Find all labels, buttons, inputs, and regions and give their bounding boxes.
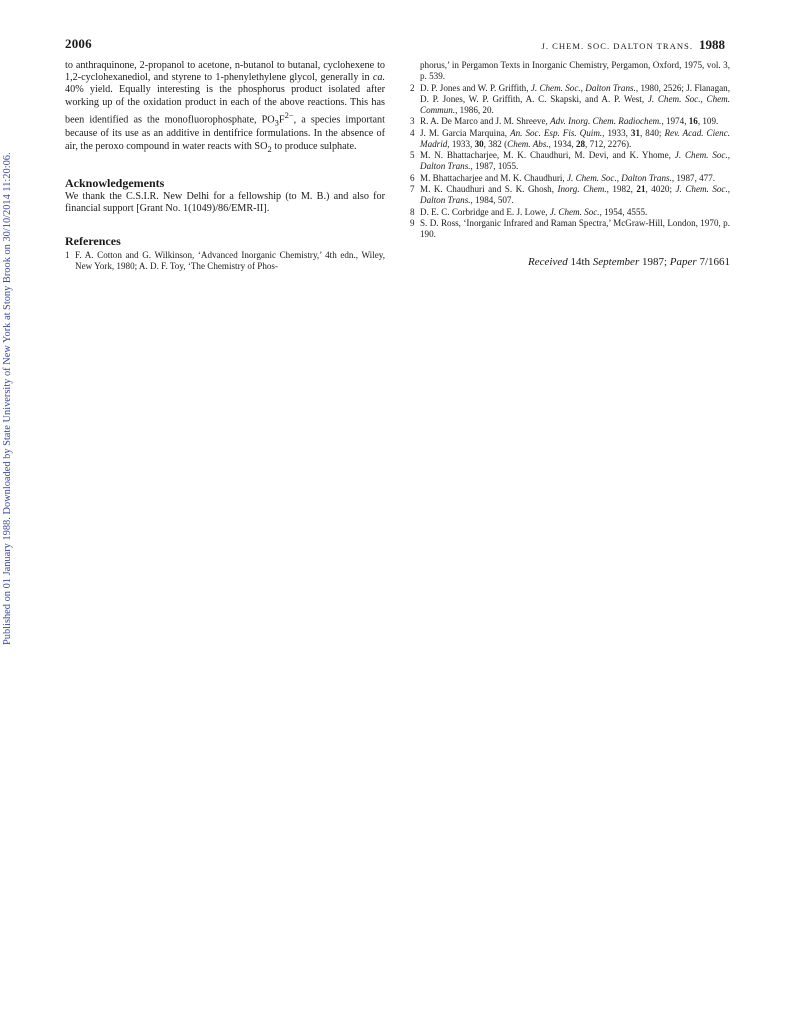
- reference-7: 7 M. K. Chaudhuri and S. K. Ghosh, Inorg. Chem., 1982, 21, 4020; J. Chem. Soc., Dalton Trans., 1984, 507.: [410, 184, 731, 205]
- reference-3: 3 R. A. De Marco and J. M. Shreeve, Adv. Inorg. Chem. Radiochem., 1974, 16, 109.: [410, 116, 719, 126]
- reference-1-continued: phorus,’ in Pergamon Texts in Inorganic Chemistry, Pergamon, Oxford, 1975, vol. 3, p. 539.: [420, 60, 730, 81]
- reference-2: 2 D. P. Jones and W. P. Griffith, J. Chem. Soc., Dalton Trans., 1980, 2526; J. Flanagan, D. P. Jones, W. P. Griffith, A. C. Skapski, and A. P. West, J. Chem. Soc., Chem. Commun., 1986, 20.: [410, 82, 730, 115]
- references-heading: References: [65, 234, 121, 249]
- reference-4: 4 J. M. Garcia Marquina, An. Soc. Esp. Fis. Quim., 1933, 31, 840; Rev. Acad. Cienc. Madrid, 1933, 30, 382 (Chem. Abs., 1934, 28, 712, 2276).: [410, 127, 731, 149]
- journal-year: 1988: [699, 37, 725, 52]
- running-head: [542, 37, 725, 53]
- right-column: [410, 60, 730, 268]
- body-paragraph: to anthraquinone, 2-propanol to acetone, n-butanol to butanal, cyclohexene to 1,2-cyclohexanediol, and styrene to 1-phenylethylene glycol, generally in ca. 40% yield. Equally interesting is the phosphorus product isolated after working up of the oxidation product in each of the above reactions. This has been identified as the monofluorophosphate, $PO_3F^{2-}$, a species important because of its use as an additive in dentifrice formulations. In the absence of air, the peroxo compound in water reacts with $SO_2$ to produce sulphate.: [65, 60, 385, 154]
- journal-name: J. CHEM. SOC. DALTON TRANS.: [541, 41, 693, 51]
- acknowledgements-text: We thank the C.S.I.R. New Delhi for a fellowship (to M. B.) and also for financial support [Grant No. 1(1049)/86/EMR-II].: [65, 191, 385, 215]
- download-watermark: Published on 01 January 1988. Downloaded by State University of New York at Stony Brook on 30/10/2014 11:20:06.: [2, 152, 13, 645]
- page-number: 2006: [65, 36, 92, 51]
- reference-1: 1 F. A. Cotton and G. Wilkinson, ‘Advanced Inorganic Chemistry,’ 4th edn., Wiley, New York, 1980; A. D. F. Toy, ‘The Chemistry of Phos-: [65, 249, 385, 271]
- reference-9: 9 S. D. Ross, ‘Inorganic Infrared and Raman Spectra,’ McGraw-Hill, London, 1970, p. 190.: [410, 218, 730, 239]
- left-column: [65, 60, 385, 272]
- reference-6: 6 M. Bhattacharjee and M. K. Chaudhuri, J. Chem. Soc., Dalton Trans., 1987, 477.: [410, 172, 716, 183]
- acknowledgements-heading: Acknowledgements: [65, 175, 165, 190]
- reference-8: 8 D. E. C. Corbridge and E. J. Lowe, J. Chem. Soc., 1954, 4555.: [410, 206, 648, 217]
- reference-5: 5 M. N. Bhattacharjee, M. K. Chaudhuri, M. Devi, and K. Yhome, J. Chem. Soc., Dalton Trans., 1987, 1055.: [410, 150, 730, 171]
- received-date: Received 14th September 1987; Paper 7/1661: [528, 256, 730, 268]
